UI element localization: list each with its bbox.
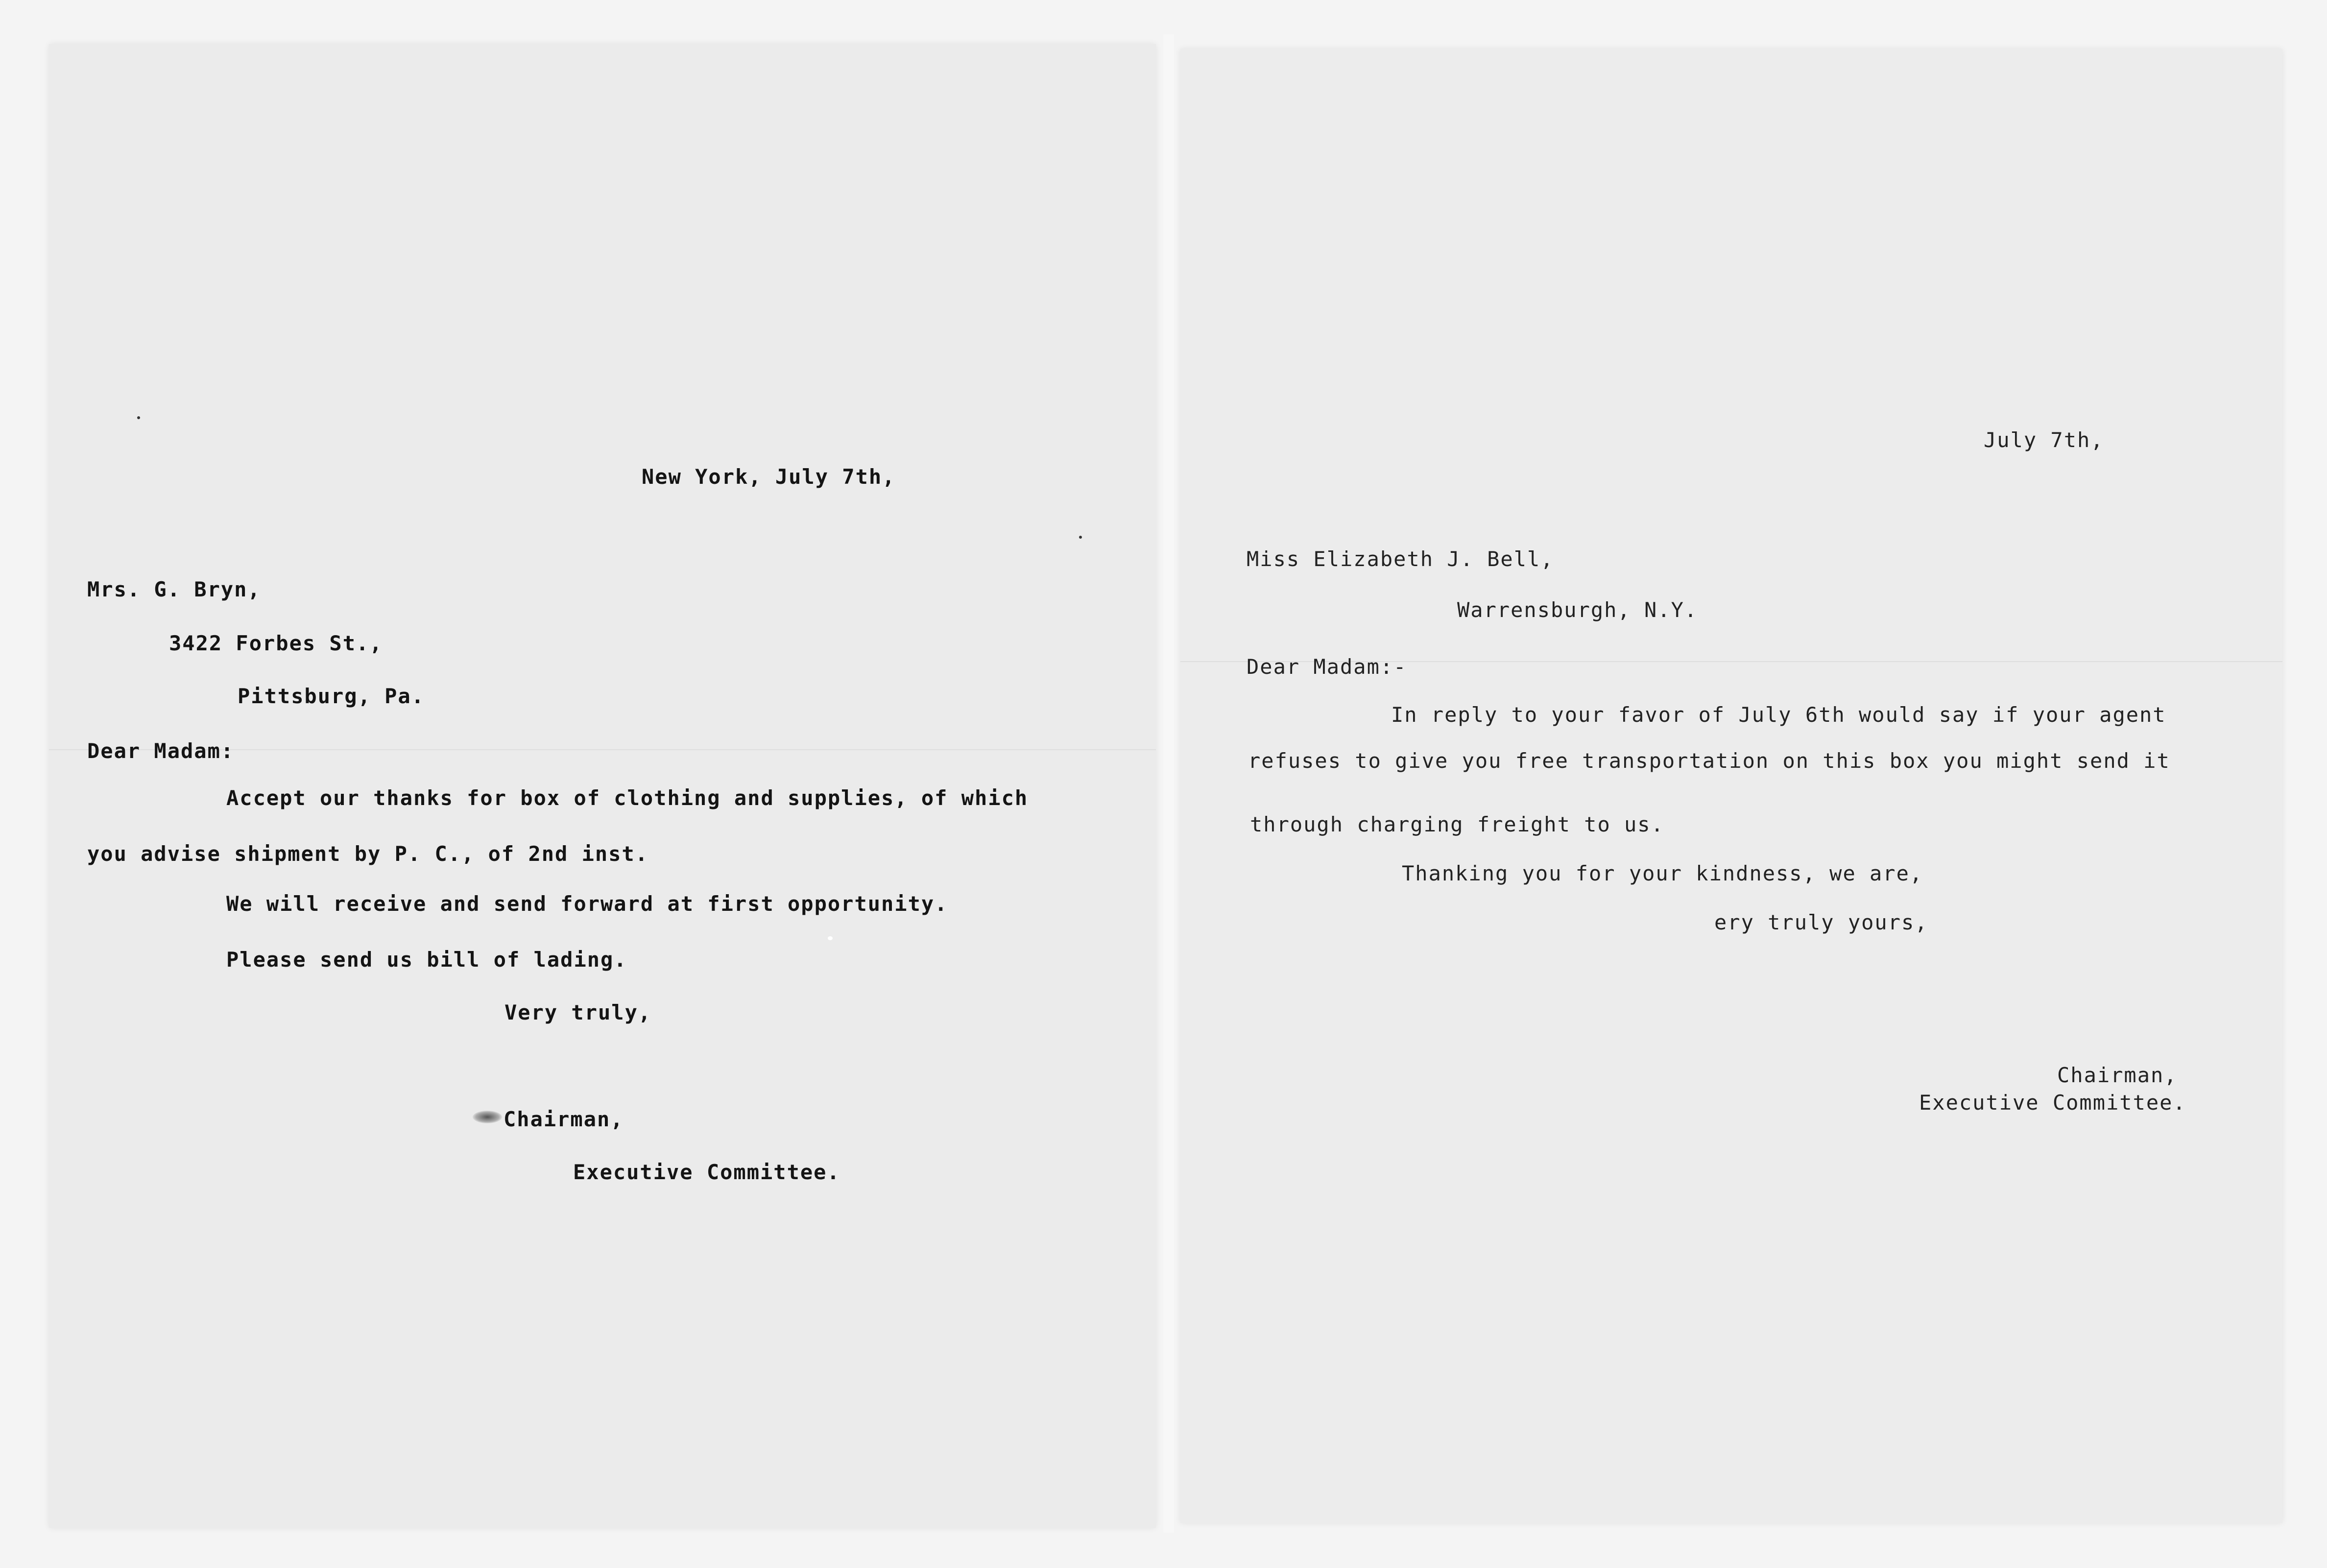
right-body-line-3: through charging freight to us.: [1250, 812, 1664, 836]
letter-page-right: [1180, 49, 2282, 1523]
left-address-line-1: Mrs. G. Bryn,: [87, 577, 261, 601]
right-address-line-2: Warrensburgh, N.Y.: [1457, 598, 1698, 622]
left-body-line-1: Accept our thanks for box of clothing and supplies, of which: [226, 786, 1029, 810]
right-body-line-2: refuses to give you free transportation on this box you might send it: [1248, 749, 2170, 773]
left-address-line-2: 3422 Forbes St.,: [169, 631, 383, 655]
right-salutation: Dear Madam:-: [1247, 655, 1407, 679]
left-signature-line-2: Executive Committee.: [573, 1160, 840, 1184]
ink-smudge: [473, 1111, 502, 1123]
right-signature-line-1: Chairman,: [2057, 1063, 2178, 1087]
paper-speck: [1079, 536, 1082, 539]
right-body-line-1: In reply to your favor of July 6th would say if your agent: [1391, 703, 2166, 727]
page-gutter: [1163, 34, 1174, 1533]
left-dateline: New York, July 7th,: [642, 465, 896, 489]
left-closing: Very truly,: [504, 1000, 652, 1024]
left-body-line-2: you advise shipment by P. C., of 2nd inst.: [87, 842, 649, 866]
left-address-line-3: Pittsburg, Pa.: [238, 684, 425, 708]
right-body-line-4: Thanking you for your kindness, we are,: [1402, 861, 1923, 885]
right-address-line-1: Miss Elizabeth J. Bell,: [1247, 547, 1554, 571]
paper-speck: [137, 416, 140, 419]
right-closing: ery truly yours,: [1714, 910, 1928, 934]
left-body-line-3: We will receive and send forward at first opportunity.: [226, 892, 948, 916]
right-dateline: July 7th,: [1984, 428, 2104, 452]
left-signature-line-1: Chairman,: [504, 1107, 624, 1131]
left-salutation: Dear Madam:: [87, 739, 235, 763]
paper-speck: [828, 936, 833, 940]
right-signature-line-2: Executive Committee.: [1919, 1091, 2186, 1115]
left-body-line-4: Please send us bill of lading.: [226, 948, 627, 972]
